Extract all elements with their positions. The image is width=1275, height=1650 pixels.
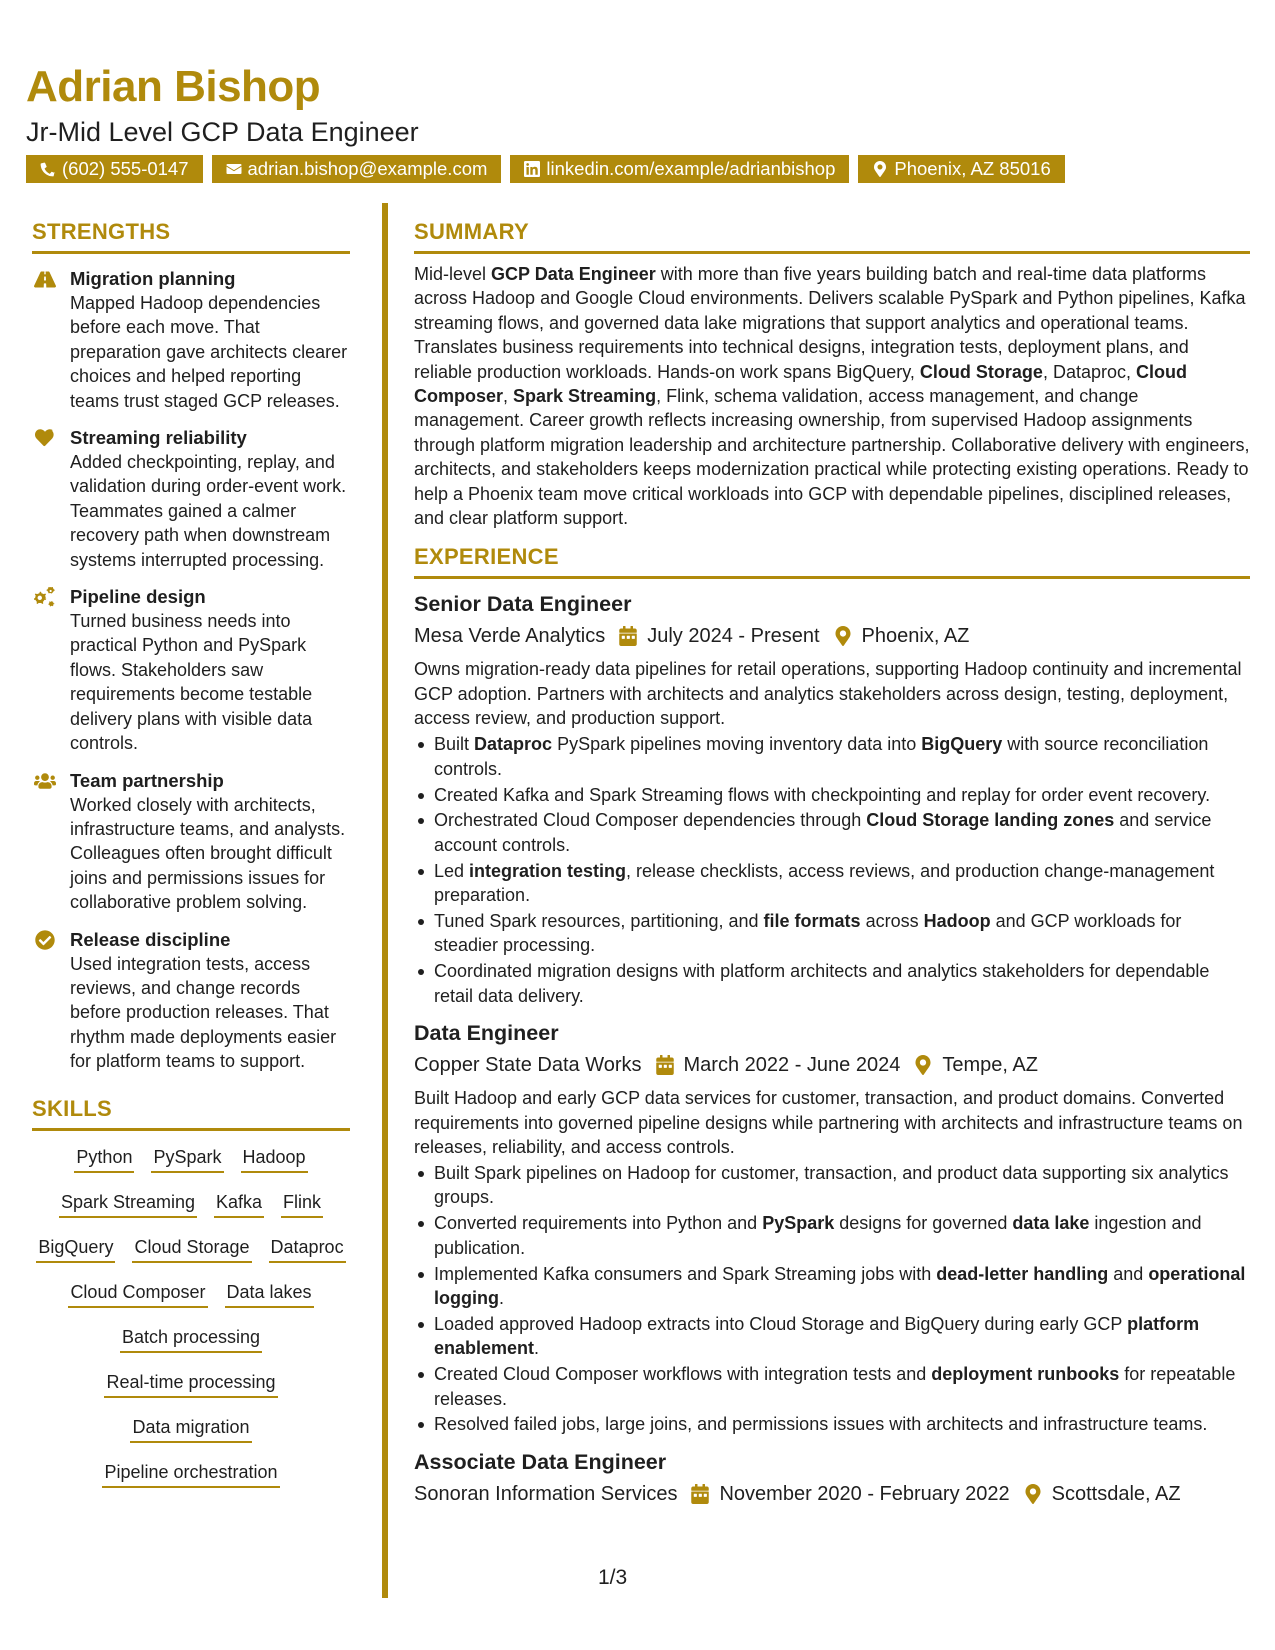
job-location: Scottsdale, AZ bbox=[1051, 1482, 1181, 1505]
text-run: Coordinated migration designs with platform architects and analytics stakeholders for dependable retail data delivery. bbox=[434, 961, 1210, 1006]
job-meta bbox=[414, 1479, 1250, 1509]
strength-title: Streaming reliability bbox=[70, 427, 247, 449]
map-pin-icon bbox=[1024, 1484, 1042, 1504]
road-icon bbox=[34, 269, 56, 289]
strength-text: Used integration tests, access reviews, and change records before production releases. That rhythm made deployments easier for platform teams to support. bbox=[70, 953, 337, 1072]
skill-tag: BigQuery bbox=[36, 1235, 115, 1263]
text-run: with source reconciliation controls. bbox=[434, 734, 1209, 779]
strength-title: Team partnership bbox=[70, 769, 224, 791]
strengths-heading: STRENGTHS bbox=[32, 219, 350, 254]
strength-text: Worked closely with architects, infrastructure teams, and analysts. Colleagues often brought difficult joins and permissions issues for collaborative problem solving. bbox=[70, 794, 346, 913]
gears-icon bbox=[34, 587, 56, 607]
company-name: Mesa Verde Analytics bbox=[414, 625, 606, 648]
contact-phone-text: (602) 555-0147 bbox=[62, 158, 189, 179]
text-run: , release checklists, access reviews, and production change-management preparation. bbox=[434, 860, 1215, 906]
resume-header bbox=[26, 60, 1256, 183]
phone-icon bbox=[40, 161, 56, 177]
list-item bbox=[414, 959, 1250, 1008]
emphasized-text: Spark Streaming bbox=[513, 386, 657, 407]
skill-tag: Kafka bbox=[214, 1190, 264, 1218]
text-run: Resolved failed jobs, large joins, and permissions issues with architects and infrastructure teams. bbox=[434, 1414, 1208, 1435]
skill-tag: Cloud Storage bbox=[132, 1235, 251, 1263]
skill-tag: PySpark bbox=[151, 1145, 223, 1173]
text-run: Created Cloud Composer workflows with integration tests and bbox=[434, 1364, 932, 1385]
skill-tag: Data migration bbox=[130, 1415, 251, 1443]
text-run: Built Spark pipelines on Hadoop for customer, transaction, and product data supporting six analytics groups. bbox=[434, 1162, 1229, 1208]
strength-item bbox=[32, 425, 350, 572]
text-run: with more than five years building batch and real-time data platforms across Hadoop and Google Cloud environments. Delivers scalable PySpark and Python pipelines, Kafka streaming flows, and governed data lake migrations that support analytics and operational teams. Translates business requirements into technical designs, integration tests, deployment plans, and reliable production workloads. Hands-on work spans BigQuery, bbox=[414, 264, 1246, 382]
column-divider bbox=[382, 203, 388, 1598]
calendar-icon bbox=[656, 1055, 674, 1075]
text-run: . bbox=[534, 1338, 540, 1359]
text-run: PySpark pipelines moving inventory data into bbox=[552, 734, 922, 755]
list-item bbox=[414, 1312, 1250, 1361]
emphasized-text: Hadoop bbox=[923, 911, 991, 932]
candidate-headline: Jr-Mid Level GCP Data Engineer bbox=[26, 117, 419, 147]
text-run: Orchestrated Cloud Composer dependencies through bbox=[434, 810, 867, 831]
text-run: , Flink, schema validation, access management, and change management. Career growth reflects increasing ownership, from supervised Hadoop assignments through platform migration leadership and architecture partnership. Collaborative delivery with engineers, architects, and stakeholders keeps modernization practical while protecting existing operations. Ready to help a Phoenix team move critical workloads into GCP with dependable pipelines, disciplined releases, and clear platform support. bbox=[414, 386, 1250, 529]
strength-text: Added checkpointing, replay, and validation during order-event work. Teammates gained a calmer recovery path when downstream systems interrupted processing. bbox=[70, 452, 347, 570]
strength-text: Mapped Hadoop dependencies before each move. That preparation gave architects clearer choices and helped reporting teams trust staged GCP releases. bbox=[70, 293, 348, 411]
right-column bbox=[414, 219, 1250, 1509]
text-run: Mid-level bbox=[414, 264, 492, 284]
job-entry bbox=[414, 1018, 1250, 1437]
job-entry bbox=[414, 1447, 1250, 1509]
emphasized-text: dead-letter handling bbox=[936, 1263, 1109, 1284]
left-column bbox=[32, 219, 350, 1505]
list-item bbox=[414, 783, 1250, 807]
strength-item bbox=[32, 927, 350, 1074]
emphasized-text: data lake bbox=[1012, 1213, 1090, 1234]
strength-item bbox=[32, 266, 350, 413]
text-run: Led bbox=[434, 860, 470, 881]
text-run: ingestion and publication. bbox=[434, 1213, 1202, 1258]
emphasized-text: GCP Data Engineer bbox=[491, 264, 656, 284]
contact-email[interactable] bbox=[212, 155, 502, 183]
job-entry bbox=[414, 589, 1250, 1008]
skill-tag: Flink bbox=[281, 1190, 323, 1218]
emphasized-text: platform enablement bbox=[434, 1313, 1200, 1359]
skill-row bbox=[102, 1460, 279, 1505]
text-run: Tuned Spark resources, partitioning, and bbox=[434, 911, 764, 932]
summary-text bbox=[414, 262, 1250, 530]
skills-list bbox=[32, 1145, 350, 1505]
job-location: Phoenix, AZ bbox=[861, 625, 970, 648]
calendar-icon bbox=[691, 1484, 709, 1504]
emphasized-text: Cloud Storage bbox=[919, 361, 1043, 382]
job-title: Senior Data Engineer bbox=[414, 592, 632, 617]
list-item bbox=[414, 1362, 1250, 1411]
emphasized-text: PySpark bbox=[762, 1213, 835, 1234]
skill-tag: Spark Streaming bbox=[59, 1190, 197, 1218]
job-meta bbox=[414, 621, 1250, 651]
emphasized-text: Dataproc bbox=[474, 734, 553, 755]
skill-tag: Cloud Composer bbox=[68, 1280, 207, 1308]
strength-title: Migration planning bbox=[70, 268, 236, 289]
job-title: Data Engineer bbox=[414, 1021, 559, 1046]
text-run: . bbox=[498, 1287, 504, 1308]
text-run: , bbox=[503, 386, 514, 407]
page-number: 1/3 bbox=[598, 1566, 628, 1589]
contact-bar bbox=[26, 155, 1256, 183]
job-description: Built Hadoop and early GCP data services for customer, transaction, and product domains. Converted requirements into governed pipeline designs while partnering with architects and infrastructure teams on releases, reliability, and access controls. bbox=[414, 1088, 1243, 1157]
skill-tag: Data lakes bbox=[225, 1280, 314, 1308]
text-run: and bbox=[1108, 1263, 1149, 1284]
job-meta bbox=[414, 1050, 1250, 1080]
skill-row bbox=[74, 1145, 307, 1190]
strength-item bbox=[32, 768, 350, 915]
job-title: Associate Data Engineer bbox=[414, 1449, 667, 1474]
text-run: and service account controls. bbox=[434, 810, 1212, 855]
list-item bbox=[414, 1161, 1250, 1210]
text-run: , Dataproc, bbox=[1042, 361, 1136, 382]
text-run: for repeatable releases. bbox=[434, 1364, 1236, 1409]
strength-title: Pipeline design bbox=[70, 586, 206, 608]
heart-icon bbox=[34, 428, 56, 448]
emphasized-text: BigQuery bbox=[921, 734, 1003, 755]
emphasized-text: Cloud Composer bbox=[414, 361, 1187, 407]
skill-tag: Dataproc bbox=[269, 1235, 346, 1263]
envelope-icon bbox=[226, 161, 242, 177]
emphasized-text: integration testing bbox=[469, 860, 627, 881]
skill-tag: Python bbox=[74, 1145, 134, 1173]
skill-row bbox=[36, 1235, 345, 1280]
text-run: Converted requirements into Python and bbox=[434, 1213, 763, 1234]
skills-heading: SKILLS bbox=[32, 1096, 350, 1131]
candidate-name: Adrian Bishop bbox=[26, 62, 321, 111]
contact-phone[interactable] bbox=[26, 155, 203, 183]
text-run: Created Kafka and Spark Streaming flows with checkpointing and replay for order event recovery. bbox=[434, 784, 1211, 805]
check-circle-icon bbox=[34, 930, 56, 950]
contact-email-text: adrian.bishop@example.com bbox=[247, 158, 488, 179]
company-name: Copper State Data Works bbox=[414, 1054, 642, 1077]
list-item bbox=[414, 808, 1250, 857]
job-description: Owns migration-ready data pipelines for retail operations, supporting Hadoop continuity and incremental GCP adoption. Partners with architects and analytics stakeholders across design, testing, deployment, access review, and production support. bbox=[414, 659, 1242, 729]
list-item bbox=[414, 1262, 1250, 1311]
linkedin-icon bbox=[524, 161, 540, 177]
strength-item bbox=[32, 584, 350, 755]
map-pin-icon bbox=[914, 1055, 932, 1075]
skill-row bbox=[59, 1190, 323, 1235]
list-item bbox=[414, 859, 1250, 908]
job-bullets bbox=[414, 1161, 1250, 1437]
calendar-icon bbox=[619, 626, 637, 646]
text-run: and GCP workloads for steadier processing. bbox=[434, 911, 1182, 956]
list-item bbox=[414, 1412, 1250, 1436]
contact-location-text: Phoenix, AZ 85016 bbox=[894, 158, 1051, 179]
text-run: designs for governed bbox=[834, 1213, 1013, 1234]
contact-linkedin[interactable] bbox=[510, 155, 849, 183]
skill-row bbox=[120, 1325, 262, 1370]
map-pin-icon bbox=[872, 161, 888, 177]
job-bullets bbox=[414, 732, 1250, 1008]
emphasized-text: operational logging bbox=[434, 1263, 1246, 1308]
job-dates: July 2024 - Present bbox=[647, 625, 820, 648]
list-item bbox=[414, 1211, 1250, 1260]
skill-row bbox=[68, 1280, 313, 1325]
contact-location bbox=[858, 155, 1064, 183]
company-name: Sonoran Information Services bbox=[414, 1482, 678, 1505]
skill-tag: Real-time processing bbox=[104, 1370, 277, 1398]
emphasized-text: deployment runbooks bbox=[931, 1364, 1120, 1385]
text-run: Loaded approved Hadoop extracts into Cloud Storage and BigQuery during early GCP bbox=[434, 1313, 1128, 1334]
summary-heading: SUMMARY bbox=[414, 219, 1250, 254]
strength-title: Release discipline bbox=[70, 928, 231, 950]
list-item bbox=[414, 909, 1250, 958]
users-icon bbox=[34, 771, 56, 791]
skill-row bbox=[104, 1370, 277, 1415]
text-run: Implemented Kafka consumers and Spark Streaming jobs with bbox=[434, 1263, 937, 1284]
strength-text: Turned business needs into practical Python and PySpark flows. Stakeholders saw requirements become testable delivery plans with visible data controls. bbox=[70, 611, 313, 754]
job-dates: March 2022 - June 2024 bbox=[683, 1054, 901, 1077]
job-location: Tempe, AZ bbox=[942, 1054, 1038, 1077]
skill-tag: Pipeline orchestration bbox=[102, 1460, 279, 1488]
list-item bbox=[414, 732, 1250, 781]
emphasized-text: Cloud Storage landing zones bbox=[866, 810, 1115, 831]
text-run: Built bbox=[434, 734, 475, 755]
contact-linkedin-text: linkedin.com/example/adrianbishop bbox=[546, 158, 836, 179]
job-dates: November 2020 - February 2022 bbox=[719, 1482, 1010, 1505]
skill-tag: Hadoop bbox=[241, 1145, 308, 1173]
skill-row bbox=[130, 1415, 251, 1460]
map-pin-icon bbox=[834, 626, 852, 646]
experience-heading: EXPERIENCE bbox=[414, 544, 1250, 579]
skill-tag: Batch processing bbox=[120, 1325, 262, 1353]
emphasized-text: file formats bbox=[763, 911, 861, 932]
text-run: across bbox=[860, 911, 924, 932]
